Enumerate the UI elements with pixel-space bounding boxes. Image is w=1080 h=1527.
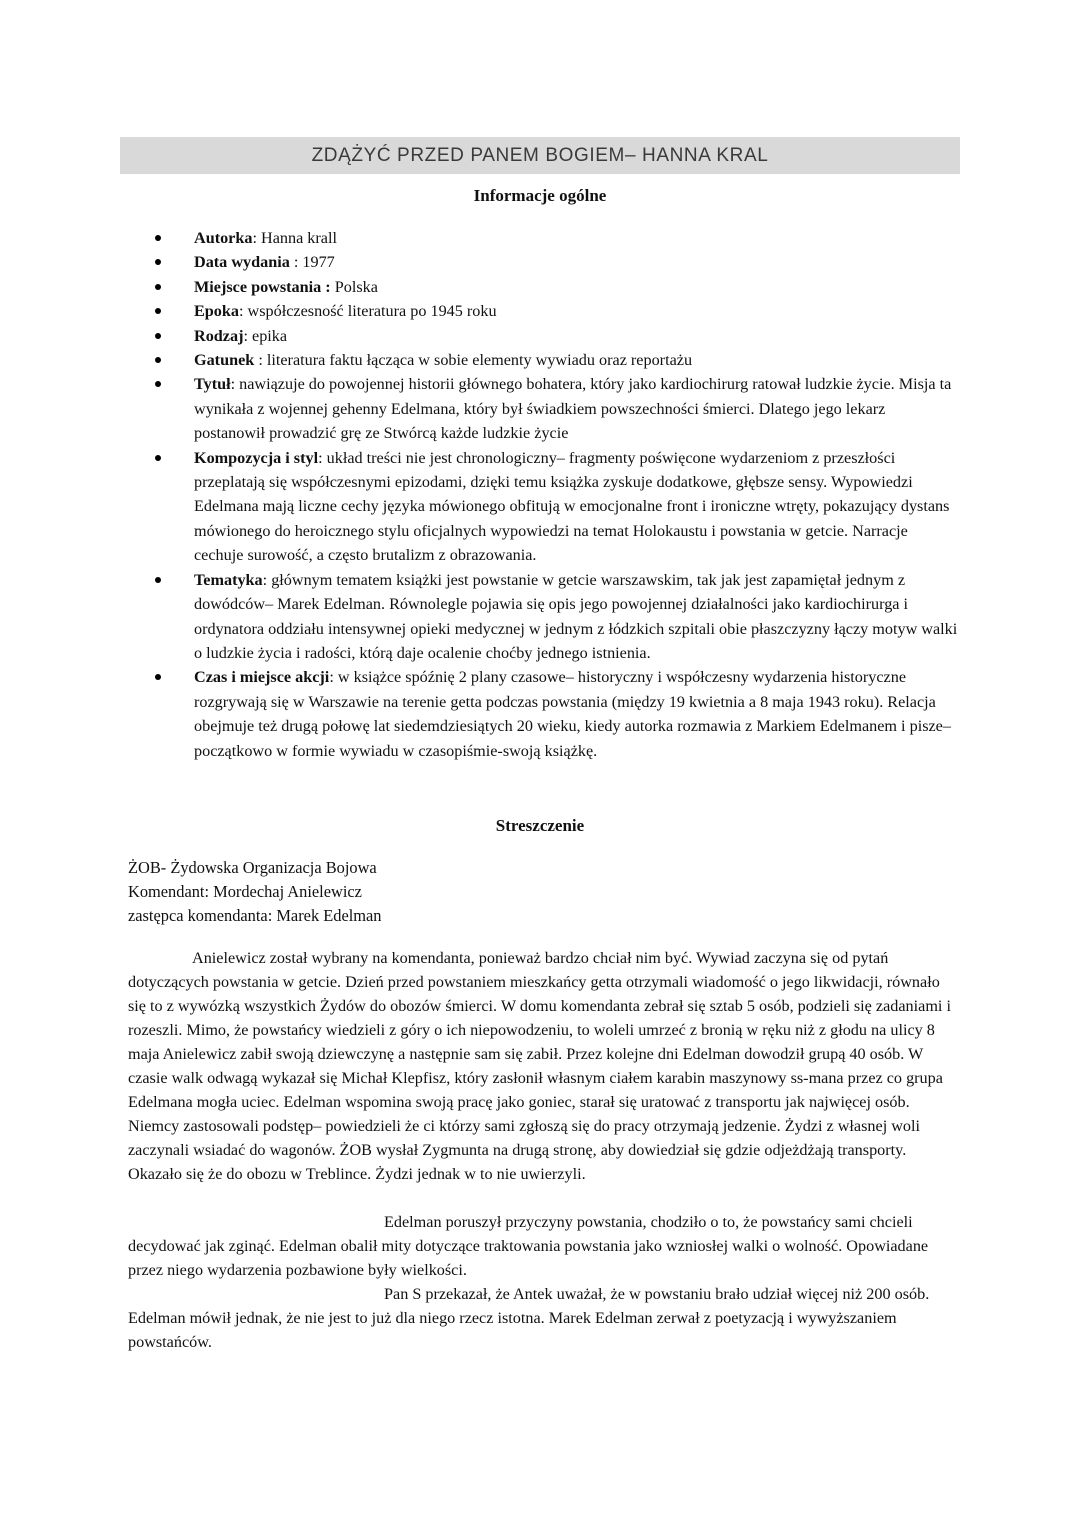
info-text: współczesność literatura po 1945 roku <box>247 302 497 321</box>
info-separator: : <box>289 253 303 272</box>
org-line: Komendant: Mordechaj Anielewicz <box>128 882 362 901</box>
info-label: Kompozycja i styl <box>194 448 319 467</box>
bullet-icon <box>155 333 161 339</box>
info-label: Data wydania <box>194 253 290 272</box>
info-item-theme <box>148 568 958 666</box>
info-text: literatura faktu łącząca w sobie elementy wywiadu oraz reportażu <box>266 351 693 370</box>
info-separator: : <box>262 570 272 589</box>
info-separator: : <box>239 302 248 321</box>
bullet-icon <box>155 577 161 583</box>
info-list <box>148 226 958 763</box>
info-label: Autorka <box>194 229 253 247</box>
info-label: Miejsce powstania : <box>194 277 331 296</box>
info-item-genre <box>148 348 958 372</box>
info-label: Tematyka <box>194 570 263 589</box>
bullet-icon <box>155 455 161 461</box>
organization-info <box>128 856 382 928</box>
info-text: Polska <box>334 277 378 296</box>
info-text: epika <box>252 326 288 345</box>
info-text: 1977 <box>302 253 335 272</box>
document-title: ZDĄŻYĆ PRZED PANEM BOGIEM– HANNA KRAL <box>120 137 960 174</box>
bullet-icon <box>155 308 161 314</box>
info-text: Hanna krall <box>261 229 337 247</box>
info-text: układ treści nie jest chronologiczny– fragmenty poświęcone wydarzeniom z przeszłości przeplatają się współczesnymi epizodami, dzięki temu książka zyskuje dodatkowe, głębsze sensy. Wypowiedzi Edelmana mają liczne cechy języka mówionego obfitują w emocjonalne front i ironiczne wtręty, pokazujący dystans mówionego do heroicznego stylu oficjalnych wypowiedzi na temat Holokaustu i powstania w getcie. Narracje cechuje surowość, a często brutalizm z obrazowania. <box>194 448 950 565</box>
info-label: Epoka <box>194 302 239 321</box>
info-item-composition-style <box>148 446 958 568</box>
info-item-author <box>148 226 958 250</box>
info-text: nawiązuje do powojennej historii głównego bohatera, który jako kardiochirurg ratował ludzkie życie. Misja ta wynikała z wojennej gehenny Edelmana, który był świadkiem powszechności śmierci. Dlatego jego lekarz postanowił prowadzić grę ze Stwórcą każde ludzkie życie <box>194 375 952 443</box>
info-text: głównym tematem książki jest powstanie w getcie warszawskim, tak jak jest zapamiętał jednym z dowódców– Marek Edelman. Równolegle pojawia się opis jego powojennej działalności jako kardiochirurga i ordynatora oddziału intensywnej opieki medycznej w jednym z łódzkich szpitali obie płaszczyzny łączy motyw walki o ludzkie życia i radości, którą daje ocalenie choćby jednego istnienia. <box>194 570 958 662</box>
info-separator: : <box>243 326 253 345</box>
bullet-icon <box>155 284 161 290</box>
info-item-place-of-origin <box>148 275 958 299</box>
info-separator: : <box>318 448 327 467</box>
info-item-epoch <box>148 299 958 323</box>
info-separator: : <box>329 668 338 687</box>
bullet-icon <box>155 235 161 241</box>
summary-paragraph: Anielewicz został wybrany na komendanta, ponieważ bardzo chciał nim być. Wywiad zaczyna się od pytań dotyczących powstania w getcie. Dzień przed powstaniem mieszkańcy getta otrzymali wiadomość o jego likwidacji, równało się to z wywózką wszystkich Żydów do obozów śmierci. W domu komendanta zebrał się sztab 5 osób, podzieli się zadaniami i rozeszli. Mimo, że powstańcy wiedzieli z góry o ich niepowodzeniu, to woleli umrzeć z bronią w ręku niż z głodu na ulicy 8 maja Anielewicz zabił swoją dziewczynę a następnie sam się zabił. Przez kolejne dni Edelman dowodził grupą 40 osób. W czasie walk odwagą wykazał się Michał Klepfisz, który zasłonił własnym ciałem karabin maszynowy ss-mana przez co grupa Edelmana mogła uciec. Edelman wspomina swoją pracę jako goniec, starał się uratować z transportu jak najwięcej osób. Niemcy zastosowali podstęp– powiedzieli że ci którzy sami zgłoszą się do pracy otrzymają jedzenie. Żydzi z własnej woli zaczynali wsiadać do wagonów. ŻOB wysłał Zygmunta na drugą stronę, aby dowiedział się gdzie odjeżdżają transporty. Okazało się że do obozu w Treblince. Żydzi jednak w to nie uwierzyli. <box>128 949 951 1183</box>
org-line: ŻOB- Żydowska Organizacja Bojowa <box>128 858 377 877</box>
info-item-publication-date <box>148 250 958 274</box>
bullet-icon <box>155 381 161 387</box>
info-text: w książce spóźnię 2 plany czasowe– historyczny i współczesny wydarzenia historyczne rozgrywają się w Warszawie na terenie getta podczas powstania (między 19 kwietnia a 8 maja 1943 roku). Relacja obejmuje też drugą połowę lat siedemdziesiątych 20 wieku, kiedy autorka rozmawia z Markiem Edelmanem i pisze– początkowo w formie wywiadu w czasopiśmie-swoją książkę. <box>194 668 951 760</box>
summary-paragraph: Edelman poruszył przyczyny powstania, chodziło o to, że powstańcy sami chcieli decydować jak zginąć. Edelman obalił mity dotyczące traktowania powstania jako wzniosłej walki o wolność. Opowiadane przez niego wydarzenia pozbawione były wielkości. <box>128 1213 929 1279</box>
info-item-title <box>148 372 958 445</box>
info-label: Gatunek <box>194 351 255 370</box>
org-line: zastępca komendanta: Marek Edelman <box>128 906 382 925</box>
info-label: Tytuł <box>194 375 231 394</box>
bullet-icon <box>155 357 161 363</box>
info-separator: : <box>230 375 240 394</box>
info-separator: : <box>252 229 262 247</box>
bullet-icon <box>155 259 161 265</box>
info-item-time-place <box>148 665 958 763</box>
summary-paragraph: Pan S przekazał, że Antek uważał, że w powstaniu brało udział więcej niż 200 osób. Edelman mówił jednak, że nie jest to już dla niego rzecz istotna. Marek Edelman zerwał z poetyzacją i wywyższaniem powstańców. <box>128 1285 930 1351</box>
info-item-kind <box>148 324 958 348</box>
info-label: Rodzaj <box>194 326 244 345</box>
info-label: Czas i miejsce akcji <box>194 668 330 687</box>
section-heading-summary: Streszczenie <box>495 816 585 835</box>
section-heading-general-info: Informacje ogólne <box>473 186 607 205</box>
info-separator: : <box>254 351 267 370</box>
bullet-icon <box>155 674 161 680</box>
